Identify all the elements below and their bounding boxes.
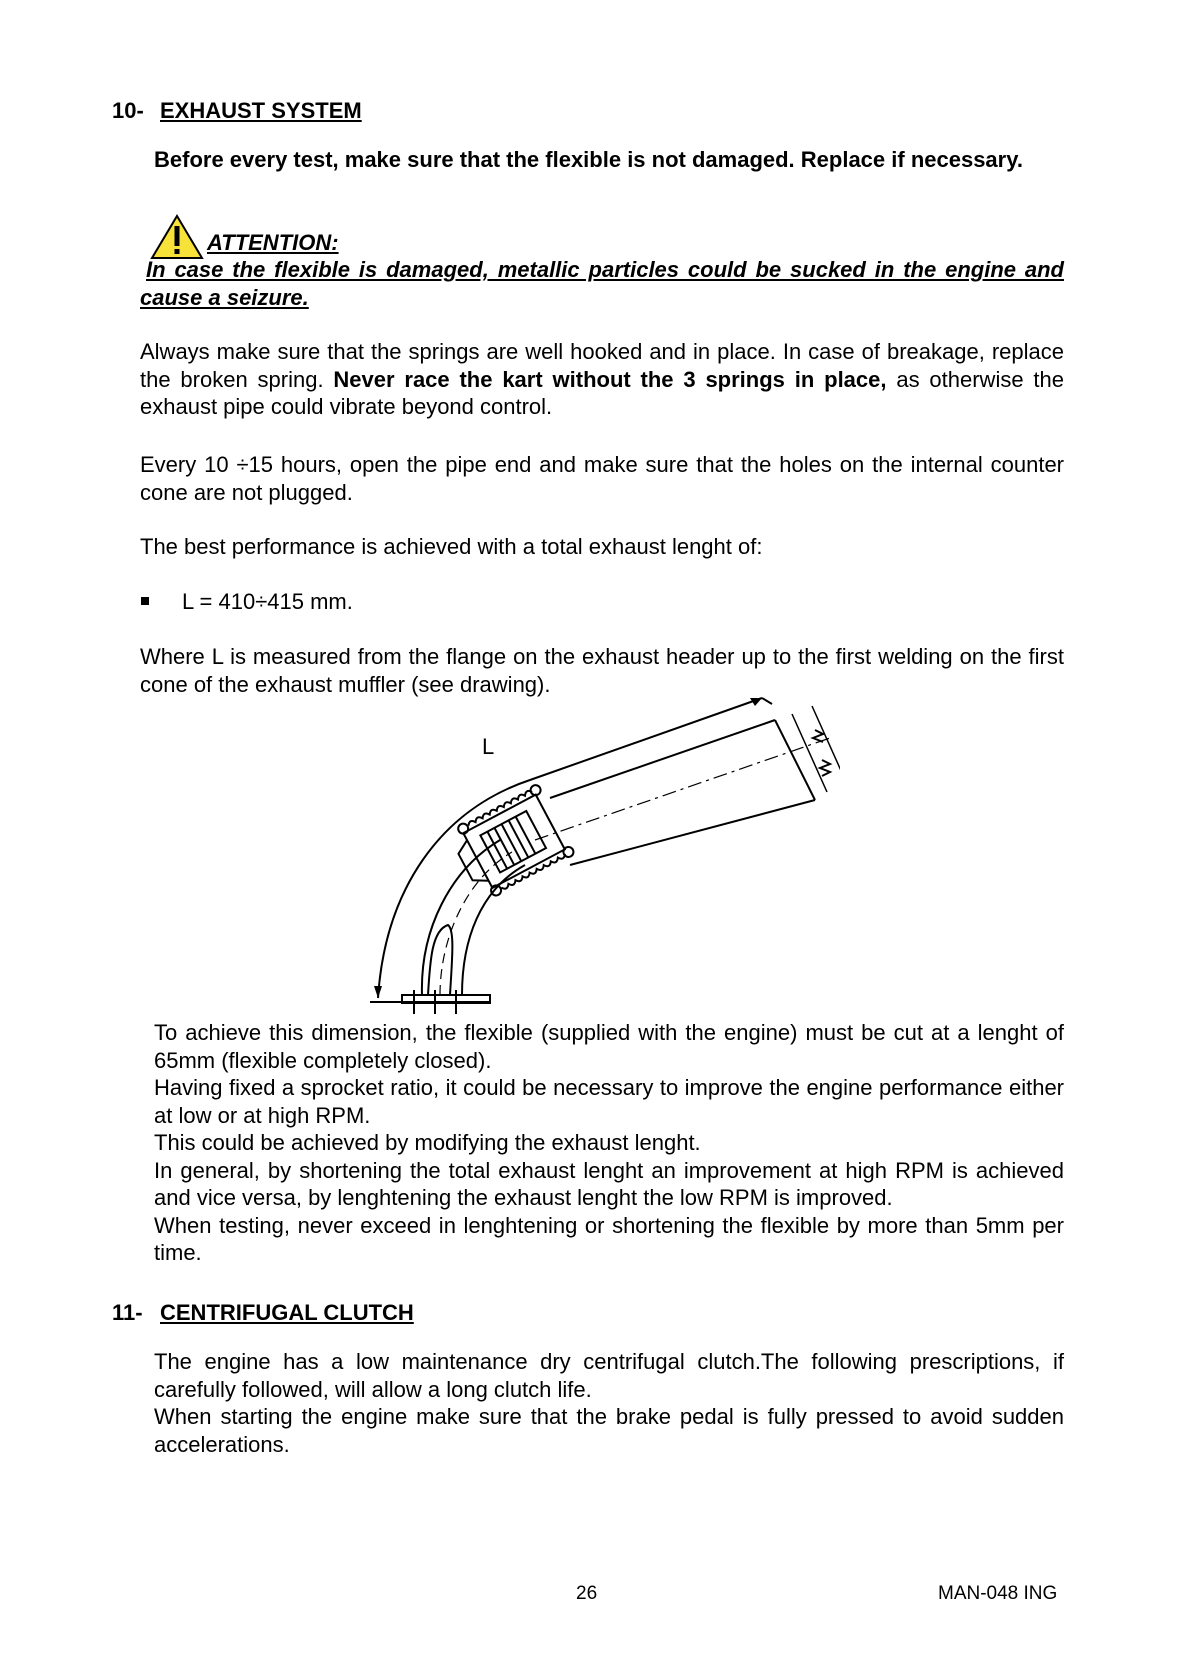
exhaust-drawing bbox=[360, 690, 840, 1020]
document-code: MAN-048 ING bbox=[938, 1583, 1058, 1604]
intro-paragraph: Before every test, make sure that the flexible is not damaged. Replace if necessary. bbox=[154, 147, 1023, 172]
warning-triangle-icon bbox=[150, 214, 204, 260]
attention-text: In case the flexible is damaged, metallic particles could be sucked in the engine and cause a seizure. bbox=[140, 257, 1064, 310]
section-10-heading bbox=[112, 98, 362, 124]
cut-length-paragraph: To achieve this dimension, the flexible (supplied with the engine) must be cut at a lenght of 65mm (flexible completely closed). bbox=[154, 1020, 1064, 1073]
springs-text-end: as otherwise the exhaust pipe could vibrate beyond control. bbox=[140, 366, 1064, 419]
section-11-title: CENTRIFUGAL CLUTCH bbox=[160, 1300, 414, 1325]
sprocket-paragraph: Having fixed a sprocket ratio, it could be necessary to improve the engine performance either at low or at high RPM. bbox=[154, 1075, 1064, 1128]
maintenance-paragraph: Every 10 ÷15 hours, open the pipe end and make sure that the holes on the internal counter cone are not plugged. bbox=[140, 452, 1064, 505]
after-drawing-text bbox=[154, 1019, 1064, 1267]
bullet-marker bbox=[141, 597, 149, 605]
springs-warning: Never race the kart without the 3 springs in place, bbox=[333, 366, 887, 392]
clutch-text bbox=[154, 1348, 1064, 1458]
modify-length-paragraph: This could be achieved by modifying the exhaust lenght. bbox=[154, 1130, 701, 1155]
springs-paragraph bbox=[140, 338, 1064, 421]
section-11-heading bbox=[112, 1300, 414, 1326]
page-number: 26 bbox=[576, 1583, 598, 1604]
where-paragraph: Where L is measured from the flange on the exhaust header up to the first welding on the first cone of the exhaust muffler (see drawing). bbox=[140, 644, 1064, 697]
springs-text-start: Always make sure that the springs are well hooked and in place. In case of breakage, replace the broken spring. bbox=[140, 339, 1064, 392]
best-performance-text: The best performance is achieved with a total exhaust lenght of: bbox=[140, 534, 763, 559]
length-value: L = 410÷415 mm. bbox=[182, 589, 353, 614]
section-11-number: 11- bbox=[112, 1300, 143, 1325]
section-10-title: EXHAUST SYSTEM bbox=[160, 98, 362, 123]
general-paragraph: In general, by shortening the total exhaust lenght an improvement at high RPM is achieved and vice versa, by lenghtening the exhaust lenght the low RPM is improved. bbox=[154, 1157, 1064, 1210]
attention-title: ATTENTION: bbox=[207, 230, 339, 255]
clutch-paragraph-1: The engine has a low maintenance dry centrifugal clutch.The following prescriptions, if carefully followed, will allow a long clutch life. bbox=[154, 1349, 1064, 1402]
clutch-paragraph-2: When starting the engine make sure that the brake pedal is fully pressed to avoid sudden accelerations. bbox=[154, 1404, 1064, 1457]
drawing-label-l: L bbox=[482, 734, 495, 759]
testing-paragraph: When testing, never exceed in lenghtening or shortening the flexible by more than 5mm per time. bbox=[154, 1212, 1064, 1265]
section-10-number: 10- bbox=[112, 98, 144, 123]
